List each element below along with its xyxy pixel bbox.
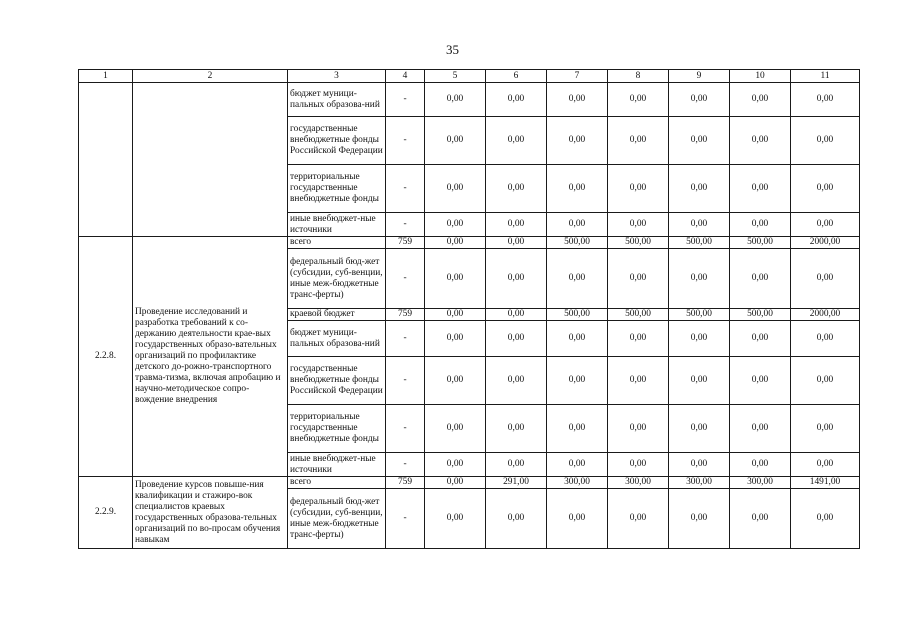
amount-cell: 500,00 [547, 309, 608, 321]
amount-cell: 0,00 [486, 249, 547, 309]
amount-cell: 0,00 [425, 165, 486, 213]
amount-cell: 0,00 [608, 489, 669, 549]
amount-cell: 0,00 [425, 357, 486, 405]
amount-cell: 0,00 [425, 237, 486, 249]
amount-cell: 300,00 [730, 477, 791, 489]
budget-table [78, 69, 860, 549]
amount-cell: 0,00 [486, 405, 547, 453]
amount-cell: 300,00 [547, 477, 608, 489]
amount-cell: 0,00 [669, 165, 730, 213]
header-cell: 9 [669, 70, 730, 83]
amount-cell: 0,00 [730, 249, 791, 309]
amount-cell: 0,00 [791, 489, 860, 549]
amount-cell: 0,00 [791, 453, 860, 477]
amount-cell: 0,00 [669, 489, 730, 549]
amount-cell: 0,00 [730, 83, 791, 117]
amount-cell: - [386, 83, 425, 117]
amount-cell: 500,00 [669, 237, 730, 249]
amount-cell: 300,00 [608, 477, 669, 489]
amount-cell: 0,00 [608, 453, 669, 477]
amount-cell: - [386, 405, 425, 453]
amount-cell: 0,00 [608, 357, 669, 405]
amount-cell: - [386, 165, 425, 213]
header-cell: 10 [730, 70, 791, 83]
funding-source: государственные внебюджетные фонды Российской Федерации [288, 357, 386, 405]
amount-cell: 0,00 [669, 405, 730, 453]
header-cell: 7 [547, 70, 608, 83]
amount-cell: 0,00 [425, 309, 486, 321]
amount-cell: 0,00 [547, 165, 608, 213]
amount-cell: 291,00 [486, 477, 547, 489]
amount-cell: 0,00 [791, 357, 860, 405]
page-number: 35 [446, 42, 459, 57]
funding-source: иные внебюджет-ные источники [288, 453, 386, 477]
amount-cell: - [386, 213, 425, 237]
funding-source: бюджет муници-пальных образова-ний [288, 83, 386, 117]
amount-cell: 0,00 [547, 357, 608, 405]
amount-cell: 500,00 [669, 309, 730, 321]
amount-cell: - [386, 489, 425, 549]
funding-source: всего [288, 477, 386, 489]
amount-cell: 300,00 [669, 477, 730, 489]
table-row [79, 237, 860, 249]
amount-cell: 0,00 [486, 83, 547, 117]
amount-cell: - [386, 321, 425, 357]
amount-cell: 0,00 [669, 357, 730, 405]
amount-cell: 0,00 [791, 165, 860, 213]
item-number: 2.2.8. [79, 237, 133, 477]
amount-cell: 0,00 [669, 83, 730, 117]
amount-cell: - [386, 357, 425, 405]
amount-cell: 0,00 [425, 405, 486, 453]
amount-cell: 2000,00 [791, 237, 860, 249]
amount-cell: 0,00 [425, 213, 486, 237]
amount-cell: 500,00 [730, 237, 791, 249]
header-cell: 1 [79, 70, 133, 83]
amount-cell: 500,00 [608, 237, 669, 249]
amount-cell: 0,00 [730, 165, 791, 213]
amount-cell: 0,00 [425, 477, 486, 489]
header-cell: 11 [791, 70, 860, 83]
amount-cell: 0,00 [669, 321, 730, 357]
amount-cell: 0,00 [486, 117, 547, 165]
item-name [133, 83, 288, 237]
item-number: 2.2.9. [79, 477, 133, 549]
funding-source: государственные внебюджетные фонды Российской Федерации [288, 117, 386, 165]
amount-cell: 500,00 [608, 309, 669, 321]
amount-cell: 0,00 [791, 249, 860, 309]
amount-cell: 0,00 [730, 405, 791, 453]
amount-cell: 759 [386, 477, 425, 489]
amount-cell: 0,00 [547, 321, 608, 357]
table-row [79, 477, 860, 489]
amount-cell: 0,00 [730, 489, 791, 549]
amount-cell: 0,00 [730, 321, 791, 357]
header-cell: 8 [608, 70, 669, 83]
funding-source: федеральный бюд-жет (субсидии, суб-венции, иные меж-бюджетные транс-ферты) [288, 249, 386, 309]
amount-cell: 0,00 [608, 213, 669, 237]
table-row [79, 83, 860, 117]
amount-cell: 0,00 [425, 489, 486, 549]
amount-cell: 0,00 [791, 405, 860, 453]
amount-cell: 0,00 [547, 213, 608, 237]
amount-cell: 0,00 [547, 453, 608, 477]
amount-cell: 0,00 [547, 83, 608, 117]
amount-cell: - [386, 249, 425, 309]
amount-cell: 0,00 [791, 83, 860, 117]
amount-cell: 0,00 [791, 213, 860, 237]
amount-cell: 0,00 [486, 489, 547, 549]
header-cell: 2 [133, 70, 288, 83]
amount-cell: 1491,00 [791, 477, 860, 489]
funding-source: краевой бюджет [288, 309, 386, 321]
amount-cell: 0,00 [669, 213, 730, 237]
amount-cell: 759 [386, 309, 425, 321]
amount-cell: 2000,00 [791, 309, 860, 321]
funding-source: иные внебюджет-ные источники [288, 213, 386, 237]
item-name: Проведение исследований и разработка требований к со-держанию деятельности крае-вых государственных образо-вательных организаций по профилактике детского до-рожно-транспортного травма-тизма, включая апробацию и научно-методическое сопро-вождение внедрения [133, 237, 288, 477]
amount-cell: 0,00 [486, 213, 547, 237]
amount-cell: 0,00 [486, 453, 547, 477]
amount-cell: - [386, 453, 425, 477]
table-header-row [79, 70, 860, 83]
amount-cell: 0,00 [669, 117, 730, 165]
amount-cell: 0,00 [730, 213, 791, 237]
amount-cell: 0,00 [547, 405, 608, 453]
amount-cell: 500,00 [730, 309, 791, 321]
amount-cell: 0,00 [425, 321, 486, 357]
amount-cell: 0,00 [608, 83, 669, 117]
header-cell: 6 [486, 70, 547, 83]
amount-cell: 0,00 [791, 117, 860, 165]
amount-cell: 0,00 [608, 117, 669, 165]
amount-cell: 0,00 [547, 117, 608, 165]
amount-cell: 0,00 [425, 249, 486, 309]
amount-cell: - [386, 117, 425, 165]
amount-cell: 0,00 [486, 309, 547, 321]
amount-cell: 0,00 [608, 165, 669, 213]
amount-cell: 0,00 [791, 321, 860, 357]
header-cell: 3 [288, 70, 386, 83]
amount-cell: 0,00 [730, 117, 791, 165]
amount-cell: 500,00 [547, 237, 608, 249]
header-cell: 4 [386, 70, 425, 83]
funding-source: территориальные государственные внебюджетные фонды [288, 165, 386, 213]
amount-cell: 0,00 [486, 321, 547, 357]
amount-cell: 0,00 [608, 405, 669, 453]
amount-cell: 0,00 [486, 357, 547, 405]
amount-cell: 0,00 [669, 453, 730, 477]
funding-source: всего [288, 237, 386, 249]
amount-cell: 0,00 [608, 249, 669, 309]
header-cell: 5 [425, 70, 486, 83]
amount-cell: 0,00 [486, 165, 547, 213]
funding-source: федеральный бюд-жет (субсидии, суб-венции, иные меж-бюджетные транс-ферты) [288, 489, 386, 549]
item-name: Проведение курсов повыше-ния квалификации и стажиро-вок специалистов краевых государственных образова-тельных организаций по во-просам обучения навыкам [133, 477, 288, 549]
item-number [79, 83, 133, 237]
funding-source: территориальные государственные внебюджетные фонды [288, 405, 386, 453]
amount-cell: 0,00 [730, 453, 791, 477]
amount-cell: 0,00 [425, 83, 486, 117]
amount-cell: 0,00 [669, 249, 730, 309]
amount-cell: 0,00 [608, 321, 669, 357]
amount-cell: 0,00 [547, 489, 608, 549]
amount-cell: 0,00 [486, 237, 547, 249]
funding-source: бюджет муници-пальных образова-ний [288, 321, 386, 357]
amount-cell: 0,00 [547, 249, 608, 309]
amount-cell: 0,00 [730, 357, 791, 405]
amount-cell: 0,00 [425, 117, 486, 165]
amount-cell: 759 [386, 237, 425, 249]
amount-cell: 0,00 [425, 453, 486, 477]
